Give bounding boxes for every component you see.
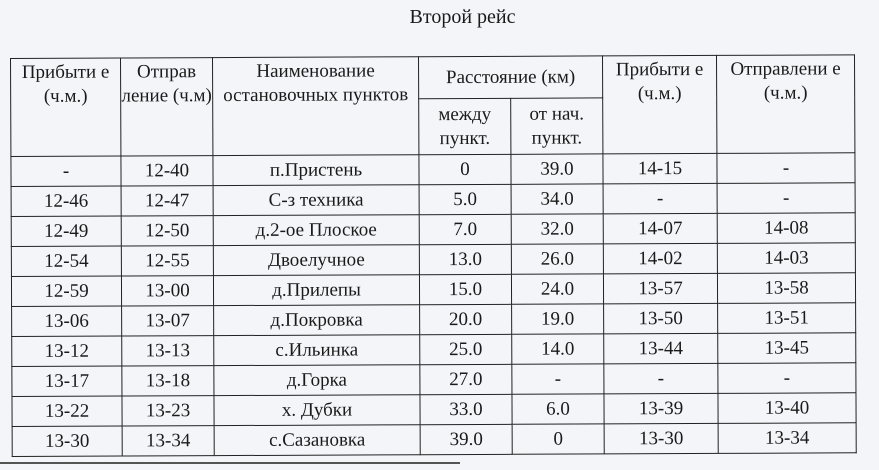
- cell-departure-2: 13-51: [718, 303, 856, 334]
- cell-stop-name: с.Сазановка: [214, 425, 420, 456]
- table-row: [12, 363, 856, 397]
- table-row: [11, 153, 855, 187]
- cell-stop-name: п.Пристень: [213, 155, 419, 186]
- cell-departure-2: 13-45: [718, 333, 856, 364]
- cell-stop-name: д.Покровка: [214, 305, 420, 336]
- table-row: [11, 213, 855, 247]
- cell-arrival-1: 12-46: [11, 186, 121, 216]
- cell-departure-1: 13-00: [121, 276, 213, 306]
- cell-arrival-2: 13-57: [603, 273, 717, 303]
- header-stop-name: Наименование остановочных пунктов: [213, 57, 419, 156]
- cell-stop-name: д.Прилепы: [213, 275, 419, 306]
- cell-departure-2: -: [718, 363, 856, 394]
- cell-departure-1: 12-40: [121, 156, 213, 186]
- table-row: [12, 333, 856, 367]
- cell-arrival-2: 13-44: [604, 333, 718, 363]
- cell-departure-1: 12-55: [121, 246, 213, 276]
- cell-stop-name: д.Горка: [214, 365, 420, 396]
- cell-distance-between: 33.0: [420, 394, 512, 424]
- cell-stop-name: Двоелучное: [213, 245, 419, 276]
- cell-arrival-1: 13-30: [12, 426, 122, 456]
- cell-departure-1: 13-07: [122, 306, 214, 336]
- schedule-table: [10, 54, 857, 457]
- header-distance: Расстояние (км): [418, 56, 602, 99]
- cell-arrival-2: -: [603, 183, 717, 213]
- cell-departure-1: 13-34: [122, 426, 214, 456]
- cell-arrival-1: 12-59: [11, 276, 121, 306]
- cell-departure-1: 13-23: [122, 396, 214, 426]
- cell-distance-from-start: 32.0: [511, 214, 603, 244]
- cell-stop-name: С-з техника: [213, 185, 419, 216]
- cell-distance-from-start: 6.0: [512, 394, 604, 424]
- cell-arrival-1: 12-54: [11, 246, 121, 276]
- cell-distance-from-start: 39.0: [511, 154, 603, 184]
- cell-distance-from-start: -: [512, 364, 604, 394]
- header-departure-1: Отправ ление (ч.м): [121, 58, 213, 156]
- cell-distance-between: 20.0: [420, 304, 512, 334]
- cell-departure-1: 12-47: [121, 186, 213, 216]
- table-row: [12, 423, 856, 457]
- cell-arrival-1: 12-49: [11, 216, 121, 246]
- table-row: [11, 183, 855, 217]
- header-arrival-1: Прибыти е (ч.м.): [11, 58, 121, 156]
- header-distance-from-start: от нач. пункт.: [511, 98, 603, 154]
- cell-arrival-1: 13-22: [12, 396, 122, 426]
- cell-departure-2: 13-34: [718, 423, 856, 454]
- cell-arrival-2: -: [604, 363, 718, 393]
- cell-departure-2: 14-03: [717, 243, 855, 274]
- cell-distance-from-start: 19.0: [512, 304, 604, 334]
- cell-distance-between: 5.0: [419, 184, 511, 214]
- page-bottom-edge: [0, 462, 460, 470]
- cell-departure-1: 13-18: [122, 366, 214, 396]
- page-title: Второй рейс: [409, 6, 516, 28]
- cell-distance-between: 15.0: [419, 274, 511, 304]
- cell-departure-1: 12-50: [121, 216, 213, 246]
- header-departure-2: Отправлени е (ч.м.): [717, 55, 855, 154]
- cell-arrival-1: 13-17: [12, 366, 122, 396]
- cell-stop-name: д.2-ое Плоское: [213, 215, 419, 246]
- cell-distance-between: 25.0: [420, 334, 512, 364]
- cell-distance-between: 0: [419, 154, 511, 184]
- cell-departure-2: -: [717, 153, 855, 184]
- cell-distance-between: 13.0: [419, 244, 511, 274]
- header-distance-between: между пункт.: [419, 98, 511, 154]
- cell-distance-between: 27.0: [420, 364, 512, 394]
- header-arrival-2: Прибыти е (ч.м.): [603, 55, 717, 153]
- cell-arrival-1: 13-06: [12, 306, 122, 336]
- cell-arrival-1: -: [11, 156, 121, 186]
- cell-arrival-2: 14-15: [603, 153, 717, 183]
- table-row: [11, 243, 855, 277]
- cell-distance-from-start: 24.0: [511, 274, 603, 304]
- cell-arrival-2: 14-02: [603, 243, 717, 273]
- table-row: [12, 303, 856, 337]
- cell-departure-2: 13-58: [717, 273, 855, 304]
- cell-arrival-1: 13-12: [12, 336, 122, 366]
- cell-arrival-2: 13-50: [604, 303, 718, 333]
- cell-departure-2: -: [717, 183, 855, 214]
- cell-arrival-2: 14-07: [603, 213, 717, 243]
- cell-distance-between: 7.0: [419, 214, 511, 244]
- table-row: [11, 273, 855, 307]
- cell-distance-from-start: 34.0: [511, 184, 603, 214]
- cell-distance-from-start: 26.0: [511, 244, 603, 274]
- cell-departure-2: 13-40: [718, 393, 856, 424]
- cell-distance-between: 39.0: [420, 424, 512, 454]
- cell-arrival-2: 13-39: [604, 393, 718, 423]
- cell-arrival-2: 13-30: [604, 423, 718, 453]
- cell-stop-name: х. Дубки: [214, 395, 420, 426]
- cell-stop-name: с.Ильинка: [214, 335, 420, 366]
- cell-distance-from-start: 0: [512, 424, 604, 454]
- table-row: [12, 393, 856, 427]
- cell-departure-2: 14-08: [717, 213, 855, 244]
- cell-distance-from-start: 14.0: [512, 334, 604, 364]
- cell-departure-1: 13-13: [122, 336, 214, 366]
